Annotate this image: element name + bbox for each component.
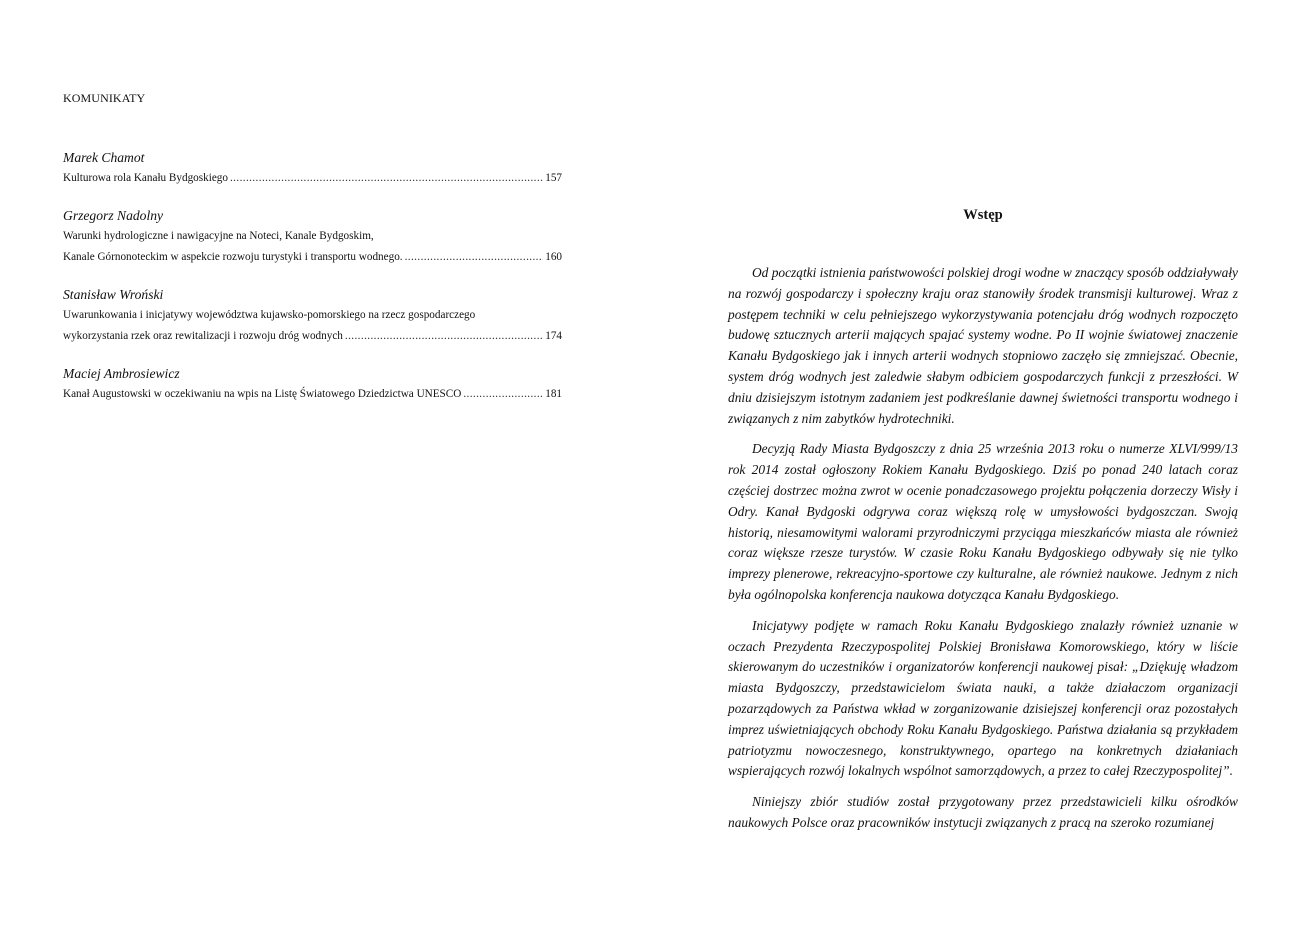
section-header: KOMUNIKATY: [63, 91, 146, 105]
toc-leader-dots: [230, 168, 543, 189]
toc-page-number: 174: [545, 330, 562, 342]
toc-title: wykorzystania rzek oraz rewitalizacji i rozwoju dróg wodnych: [63, 330, 343, 342]
paragraph: Od początki istnienia państwowości polskiej drogi wodne w znaczący sposób oddziaływały na rozwój gospodarczy i społeczny kraju oraz stanowiły środek transmisji kulturowej. Wraz z postępem techniki w celu pełniejszego wykorzystywania potencjału dróg wodnych rozpoczęto budowę sztucznych arterii mających spajać systemy wodne. Po II wojnie światowej znaczenie Kanału Bydgoskiego jak i innych arterii wodnych stopniowo zaczęło się zmniejszać. Obecnie, system dróg wodnych jest zaledwie słabym odbiciem gospodarczych funkcji z przeszłości. W dniu dzisiejszym istotnym zadaniem jest podkreślanie dawnej świetności transportu wodnego i związanych z nim zabytków hydrotechniki.: [728, 265, 1239, 426]
toc-title-line: [63, 326, 562, 347]
paragraph: Decyzją Rady Miasta Bydgoszczy z dnia 25 września 2013 roku o numerze XLVI/999/13 rok 2014 został ogłoszony Rokiem Kanału Bydgoskiego. Dziś po ponad 240 latach coraz częściej dostrzec można zwrot w ocenie ponadczasowego projektu połączenia dorzeczy Wisły i Odry. Kanał Bydgoski odgrywa coraz większą rolę w umysłowości bydgoszczan. Swoją historią, niesamowitymi walorami przyrodniczymi przyciąga mieszkańców miasta ale również coraz większe rzesze turystów. W czasie Roku Kanału Bydgoskiego odbywały się nie tylko imprezy plenerowe, rekreacyjno-sportowe czy kulturalne, ale również naukowe. Jednym z nich była ogólnopolska konferencja naukowa dotycząca Kanału Bydgoskiego.: [728, 441, 1238, 602]
toc-title: Kanał Augustowski w oczekiwaniu na wpis na Listę Światowego Dziedzictwa UNESCO: [63, 388, 462, 400]
toc-author: Grzegorz Nadolny: [63, 208, 164, 223]
toc-page-number: 160: [545, 251, 562, 263]
toc-entry: [63, 363, 562, 405]
table-of-contents: [63, 147, 562, 421]
toc-entry: [63, 284, 562, 347]
toc-title: Kulturowa rola Kanału Bydgoskiego: [63, 172, 228, 184]
toc-leader-dots: [405, 247, 544, 268]
toc-title-line: [63, 168, 562, 189]
toc-title-line: [63, 247, 562, 268]
toc-title-line: Uwarunkowania i inicjatywy województwa kujawsko-pomorskiego na rzecz gospodarczego: [63, 309, 476, 321]
toc-title: Kanale Górnonoteckim w aspekcie rozwoju turystyki i transportu wodnego.: [63, 251, 403, 263]
toc-leader-dots: [463, 384, 543, 405]
toc-author: Stanisław Wroński: [63, 287, 164, 302]
toc-title-line: [63, 384, 562, 405]
page-title: Wstęp: [963, 207, 1003, 223]
paragraph: Niniejszy zbiór studiów został przygotowany przez przedstawicieli kilku ośrodków naukowych Polsce oraz pracowników instytucji związanych z pracą na szeroko rozumianej: [728, 794, 1238, 830]
toc-author: Marek Chamot: [63, 150, 145, 165]
intro-body: [728, 263, 1238, 844]
toc-entry: [63, 205, 562, 268]
toc-leader-dots: [345, 326, 543, 347]
toc-page-number: 157: [545, 172, 562, 184]
toc-page-number: 181: [545, 388, 562, 400]
toc-title-line: Warunki hydrologiczne i nawigacyjne na Noteci, Kanale Bydgoskim,: [63, 230, 374, 242]
toc-author: Maciej Ambrosiewicz: [63, 366, 180, 381]
toc-entry: [63, 147, 562, 189]
paragraph: Inicjatywy podjęte w ramach Roku Kanału Bydgoskiego znalazły również uznanie w oczach Prezydenta Rzeczypospolitej Polskiej Bronisława Komorowskiego, który w liście skierowanym do uczestników i organizatorów konferencji naukowej pisał: „Dziękuję władzom miasta Bydgoszczy, przedstawicielom świata nauki, a także działaczom organizacji pozarządowych za Państwa wkład w zorganizowanie dzisiejszej konferencji oraz pozostałych imprez uświetniających obchody Roku Kanału Bydgoskiego. Państwa działania są przykładem patriotyzmu nowoczesnego, konstruktywnego, opartego na konkretnych działaniach wspierających rozwój lokalnych wspólnot samorządowych, a przez to całej Rzeczypospolitej”.: [728, 617, 1238, 779]
